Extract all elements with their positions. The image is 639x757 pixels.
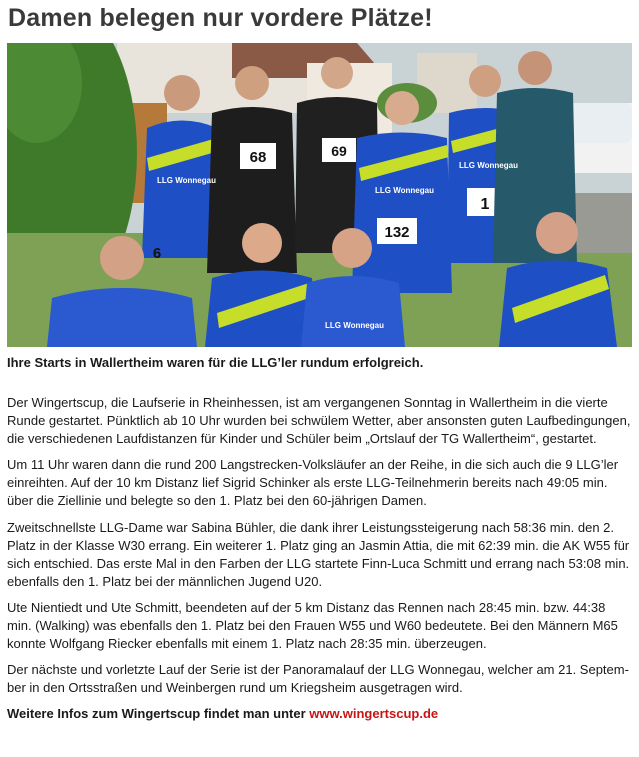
paragraph [7, 456, 632, 510]
shirt-text: LLG Wonnegau [325, 321, 384, 330]
bib-number: 69 [331, 143, 347, 159]
group-photo-illustration [7, 43, 632, 347]
text-line: konnte Wolfgang Riecker ebenfalls mit einem 1. Platz nach 28:35 min. überzeugen. [7, 636, 487, 652]
shirt-text: LLG Wonnegau [157, 176, 216, 185]
text-line: Ute Nientiedt und Ute Schmitt, beendeten auf der 5 km Distanz das Rennen nach 28:45 min. bzw. 44:38 [7, 599, 606, 615]
text-line: Um 11 Uhr waren dann die rund 200 Langstrecken-Volksläufer an der Reihe, in die sich auch die 9 LLG’ler [7, 457, 619, 473]
paragraph [7, 661, 632, 697]
bib-number: 132 [384, 224, 410, 241]
text-line: Zweitschnellste LLG-Dame war Sabina Bühler, die dank ihrer Leistungssteigerung nach 58:36 min. den 2. [7, 519, 615, 535]
more-info-text: Weitere Infos zum Wingertscup findet man unter [7, 706, 306, 722]
text-line: Runde gestartet. Pünktlich ab 10 Uhr wurden bei schwülem Wetter, aber ansonsten guten Laufbedingungen, [7, 413, 631, 429]
text-line: einreihten. Auf der 10 km Distanz lief Sigrid Schinker als erste LLG-Teilnehmerin bereits nach 49:05 min. [7, 475, 608, 491]
bib-number: 68 [249, 149, 267, 166]
wingertscup-link[interactable]: www.wingertscup.de [309, 706, 439, 722]
shirt-text: LLG Wonnegau [459, 161, 518, 170]
more-info-line [7, 705, 632, 723]
text-line: sich entschied. Das erste Mal in den Farben der LLG startete Finn-Luca Schmitt und errang nach 53:08 min. [7, 555, 630, 571]
paragraph [7, 519, 632, 591]
shirt-text: LLG Wonnegau [375, 186, 434, 195]
headline: Damen belegen nur vordere Plätze! [8, 4, 433, 32]
text-line: min. (Walking) was ebenfalls den 1. Platz bei den Frauen W55 und W60 bedeutete. Bei den Männern M65 [7, 618, 618, 634]
text-line: ber in den Ortsstraßen und Weinbergen rund um Kriegsheim ausgetragen wird. [7, 680, 463, 696]
text-line: ebenfalls den 1. Platz bei der männlichen Jugend U20. [7, 573, 323, 589]
text-line: Der Wingertscup, die Laufserie in Rheinhessen, ist am vergangenen Sonntag in Wallertheim in die vierte [7, 395, 608, 410]
paragraph [7, 599, 632, 653]
text-line: über die Ziellinie und belegte so den 1. Platz bei den 60-jährigen Damen. [7, 493, 427, 509]
group-photo [7, 43, 632, 347]
bib-number: 6 [152, 245, 162, 262]
article-body [7, 394, 632, 732]
text-line: die verschiedenen Laufdistanzen für Kinder und Schüler beim „Ortslauf der TG Wallertheim“, gestartet. [7, 431, 597, 447]
paragraph [7, 394, 632, 448]
photo-caption: Ihre Starts in Wallertheim waren für die LLG’ler rundum erfolgreich. [7, 355, 424, 370]
text-line: Platz in der Klasse W30 errang. Ein weiterer 1. Platz ging an Jasmin Attia, die mit 62:39 min. die AK W55 für [7, 537, 630, 553]
bib-number: 1 [480, 196, 490, 213]
text-line: Der nächste und vorletzte Lauf der Serie ist der Panoramalauf der LLG Wonnegau, welcher am 21. Septem- [7, 662, 629, 678]
